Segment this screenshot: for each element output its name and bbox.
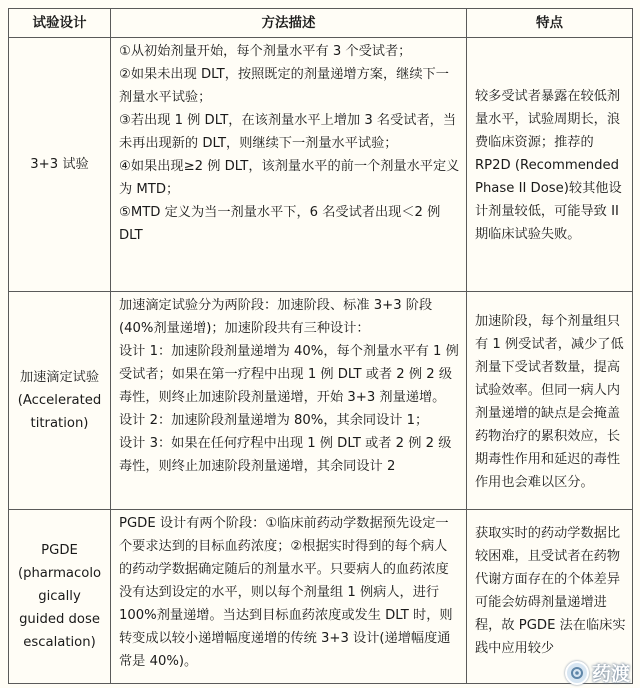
feature-text: 较多受试者暴露在较低剂量水平，试验周期长，浪费临床资源；推荐的 RP2D (Recommended Phase II Dose)较其他设计剂量较低，可能导致 II 期临床试验失败。	[475, 89, 622, 242]
watermark	[565, 659, 630, 686]
method-cell	[111, 292, 467, 510]
table-row-accelerated-titration	[9, 292, 633, 510]
feature-cell	[467, 292, 633, 510]
watermark-text: 药渡	[591, 663, 630, 685]
feature-cell	[467, 510, 633, 684]
design-label: (Accelerated	[17, 393, 102, 408]
method-step-1: ①从初始剂量开始，每个剂量水平有 3 个受试者；	[119, 44, 412, 59]
method-paragraph: PGDE 设计有两个阶段：①临床前药动学数据预先设定一个要求达到的目标血药浓度；②根据实时得到的每个病人的药动学数据确定随后的剂量水平。只要病人的血药浓度没有达到设定的水平，则以每个剂量组 1 例病人，进行 100%剂量递增。当达到目标血药浓度或发生 DLT 时，则转变成以较小递增幅度递增的传统 3+3 设计(递增幅度通常是 40%)。	[119, 516, 453, 669]
method-step-4: ④如果出现≥2 例 DLT，该剂量水平的前一个剂量水平定义为 MTD；	[119, 159, 460, 197]
method-paragraph-design-3: 设计 3：如果在任何疗程中出现 1 例 DLT 或者 2 例 2 级毒性，则终止加速阶段剂量递增，其余同设计 2	[119, 436, 452, 474]
header-method: 方法描述	[111, 9, 467, 38]
feature-cell	[467, 38, 633, 292]
design-label: titration)	[30, 416, 89, 431]
header-row	[9, 9, 633, 38]
design-label: gically	[38, 589, 81, 604]
method-step-2: ②如果未出现 DLT，按照既定的剂量递增方案，继续下一剂量水平试验；	[119, 67, 449, 105]
table-row-3plus3	[9, 38, 633, 292]
feature-text: 获取实时的药动学数据比较困难，且受试者在药物代谢方面存在的个体差异可能会妨碍剂量递增进程，故 PGDE 法在临床实践中应用较少	[475, 526, 626, 656]
method-cell	[111, 38, 467, 292]
design-label: PGDE	[41, 543, 78, 558]
method-paragraph-intro: 加速滴定试验分为两阶段：加速阶段、标准 3+3 阶段(40%剂量递增)；加速阶段共有三种设计：	[119, 298, 433, 336]
feature-text: 加速阶段，每个剂量组只有 1 例受试者，减少了低剂量下受试者数量，提高试验效率。但同一病人内剂量递增的缺点是会掩盖药物治疗的累积效应，长期毒性作用和延迟的毒性作用也会难以区分。	[475, 313, 624, 490]
design-label: 加速滴定试验	[19, 370, 100, 385]
method-step-3: ③若出现 1 例 DLT，在该剂量水平上增加 3 名受试者，当未再出现新的 DLT，则继续下一剂量水平试验；	[119, 113, 457, 151]
header-design: 试验设计	[9, 9, 111, 38]
design-label: guided dose	[19, 612, 100, 627]
yaodu-logo-icon	[565, 661, 589, 685]
method-step-5: ⑤MTD 定义为当一剂量水平下，6 名受试者出现＜2 例 DLT	[119, 205, 441, 243]
design-label: escalation)	[23, 635, 96, 650]
dose-escalation-table	[8, 8, 633, 684]
design-label: 3+3 试验	[30, 157, 89, 172]
design-cell	[9, 292, 111, 510]
method-paragraph-design-1: 设计 1：加速阶段剂量递增为 40%，每个剂量水平有 1 例受试者；如果在第一疗程中出现 1 例 DLT 或者 2 例 2 级毒性，则终止加速阶段剂量递增，开始 3+3 剂量递增。	[119, 344, 459, 405]
table-row-pgde	[9, 510, 633, 684]
header-feature: 特点	[467, 9, 633, 38]
design-label: (pharmacolo	[17, 566, 102, 581]
design-cell	[9, 510, 111, 684]
method-paragraph-design-2: 设计 2：加速阶段剂量递增为 80%，其余同设计 1；	[119, 413, 429, 428]
design-cell	[9, 38, 111, 292]
method-cell	[111, 510, 467, 684]
